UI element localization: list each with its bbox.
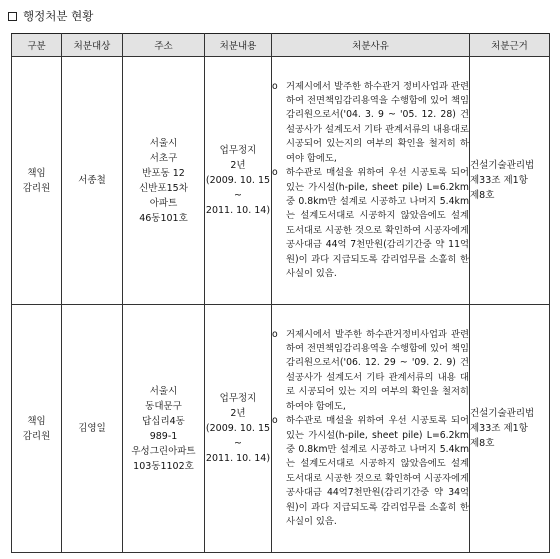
header-content: 처분내용 (205, 34, 272, 57)
address-line: 서초구 (149, 152, 178, 164)
content-line: 2년 (230, 160, 246, 171)
header-basis: 처분근거 (470, 34, 550, 57)
basis-line: 제33조 제1항 (470, 423, 528, 434)
target-name: 서종철 (78, 175, 106, 186)
reason-item (272, 414, 469, 529)
header-address: 주소 (123, 34, 205, 57)
basis-cell (470, 305, 550, 553)
category-line: 감리원 (22, 430, 51, 442)
bullet-mark: o (272, 328, 278, 340)
reason-text: 거제시에서 발주한 하수관거 정비사업과 관련하여 전면책임감리용역을 수행함에 있어 책임감리원으로서('04. 3. 9 ~ '05. 12. 28) 건설공사가 설계도서 기타 관계서류의 내용대로 시공되어 있는지의 여부의 확인을 철저히 하여야 함에도, (286, 80, 469, 164)
category-cell (12, 57, 62, 305)
category-line: 책임 (27, 167, 46, 179)
reason-cell (272, 57, 470, 305)
content-line: (2009. 10. 15 (205, 423, 271, 434)
address-line: 989-1 (149, 430, 178, 442)
address-cell (123, 305, 205, 553)
square-bullet-icon (8, 12, 17, 21)
address-line: 103동1102호 (133, 460, 194, 472)
address-line: 서울시 (149, 385, 178, 397)
category-cell (12, 305, 62, 553)
address-line: 동대문구 (145, 400, 182, 412)
basis-cell (470, 57, 550, 305)
reason-item (272, 328, 469, 414)
address-line: 답십리4동 (142, 415, 185, 427)
reason-item (272, 80, 469, 166)
basis-line: 제33조 제1항 (470, 175, 528, 186)
content-cell (205, 57, 272, 305)
basis-line: 제8호 (470, 190, 495, 201)
address-line: 반포동 12 (142, 167, 185, 179)
category-line: 책임 (27, 415, 46, 427)
reason-text: 하수관로 매설을 위하여 우선 시공토록 되어 있는 가시설(h-pile, sheet pile) L=6.2km 중 0.8km만 설계로 시공하고 나머지 5.4km는 설계도서대로 시공하지 않았음에도 설계 도서대로 시공한 것으로 확인하여 시공자에게 공사대금 44억7천만원(감리기간중 약 34억원)이 과다 지급되도록 감리업무를 소홀히 한 사실이 있음. (286, 415, 469, 527)
basis-line: 건설기술관리법 (470, 408, 535, 419)
bullet-mark: o (272, 80, 278, 92)
basis-line: 건설기술관리법 (470, 160, 535, 171)
address-line: 46동101호 (139, 212, 188, 224)
address-line: 서울시 (149, 137, 178, 149)
header-category: 구분 (12, 34, 62, 57)
target-name: 김영일 (78, 423, 106, 434)
table-row (12, 305, 550, 553)
section-heading (8, 8, 93, 24)
content-line: 업무정지 (219, 393, 257, 404)
content-line: ~ (234, 438, 242, 449)
address-line: 우성그린아파트 (131, 445, 196, 457)
reason-cell (272, 305, 470, 553)
section-title: 행정처분 현황 (23, 9, 94, 23)
table-row (12, 57, 550, 305)
category-line: 감리원 (22, 182, 51, 194)
bullet-mark: o (272, 167, 278, 179)
header-reason: 처분사유 (272, 34, 470, 57)
target-cell (62, 305, 123, 553)
content-cell (205, 305, 272, 553)
table-header-row (12, 34, 550, 57)
bullet-mark: o (272, 415, 278, 427)
target-cell (62, 57, 123, 305)
address-line: 신반포15차 (139, 182, 188, 194)
reason-text: 거제시에서 발주한 하수관거정비사업과 관련하여 전면책임감리용역을 수행함에 있어 책임감리원으로서('06. 12. 29 ~ '09. 2. 9) 건설공사가 설계도서 기타 관계서류의 내용 대로 시공되어 있는 지의 여부의 확인을 철저히 하여야 함에도, (286, 328, 469, 412)
reason-item (272, 166, 469, 281)
content-line: (2009. 10. 15 (205, 175, 271, 186)
content-line: ~ (234, 190, 242, 201)
address-line: 아파트 (149, 197, 178, 209)
basis-line: 제8호 (470, 438, 495, 449)
content-line: 2011. 10. 14) (205, 205, 271, 216)
address-cell (123, 57, 205, 305)
header-target: 처분대상 (62, 34, 123, 57)
reason-text: 하수관로 매설을 위하여 우선 시공토록 되어 있는 가시설(h-pile, sheet pile) L=6.2km 중 0.8km만 설계로 시공하고 나머지 5.4km는 설계도서대로 시공하지 않았음에도 설계 도서대로 시공한 것으로 확인하여 시공자에게 공사대금 44억 7천만원(감리기간중 약 11억원)이 과다 지급되도록 감리업무를 소홀히 한 사실이 있음. (286, 167, 469, 279)
content-line: 2년 (230, 408, 246, 419)
content-line: 2011. 10. 14) (205, 453, 271, 464)
content-line: 업무정지 (219, 145, 257, 156)
disposition-table (11, 33, 550, 553)
